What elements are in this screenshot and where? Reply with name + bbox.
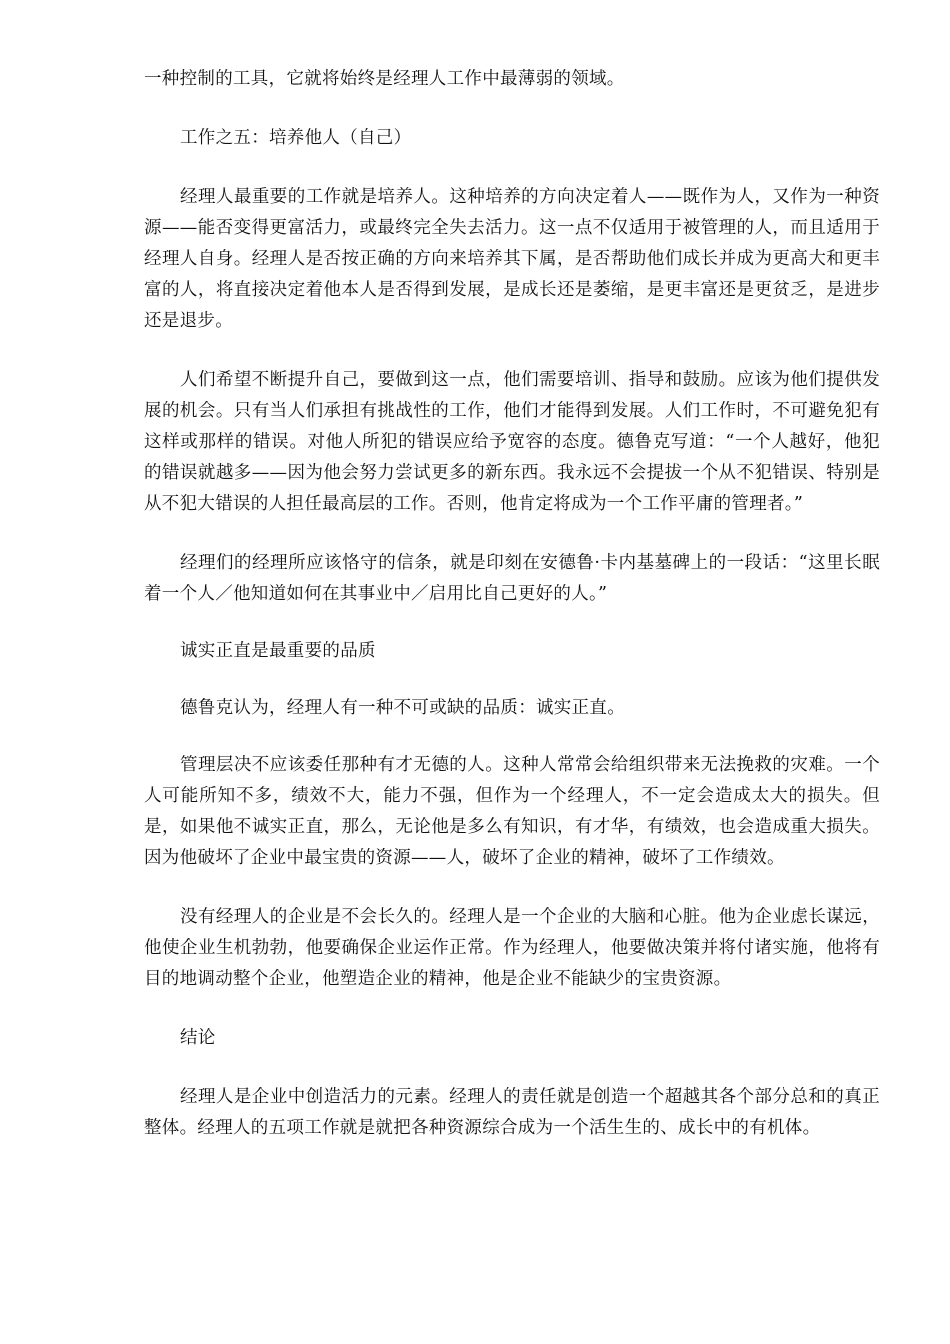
section-heading-conclusion: 结论 (180, 1028, 216, 1048)
paragraph-continuation: 一种控制的工具，它就将始终是经理人工作中最薄弱的领域。 (144, 69, 625, 89)
paragraph-management-appointment: 管理层决不应该委任那种有才无德的人。这种人常常会给组织带来无法挽救的灾难。一个人可能所知不多，绩效不大，能力不强，但作为一个经理人，不一定会造成太大的损失。但是，如果他不诚实正直，那么，无论他是多么有知识，有才华，有绩效，也会造成重大损失。因为他破坏了企业中最宝贵的资源——人，破坏了企业的精神，破坏了工作绩效。 (144, 755, 880, 868)
section-heading-work-five: 工作之五：培养他人（自己） (180, 128, 412, 148)
section-heading-integrity: 诚实正直是最重要的品质 (180, 641, 376, 661)
paragraph-self-improvement: 人们希望不断提升自己，要做到这一点，他们需要培训、指导和鼓励。应该为他们提供发展的机会。只有当人们承担有挑战性的工作，他们才能得到发展。人们工作时，不可避免犯有这样或那样的错误。对他人所犯的错误应给予宽容的态度。德鲁克写道：“一个人越好，他犯的错误就越多——因为他会努力尝试更多的新东西。我永远不会提拔一个从不犯错误、特别是从不犯大错误的人担任最高层的工作。否则，他肯定将成为一个工作平庸的管理者。” (144, 370, 880, 514)
paragraph-manager-importance: 没有经理人的企业是不会长久的。经理人是一个企业的大脑和心脏。他为企业虑长谋远，他使企业生机勃勃，他要确保企业运作正常。作为经理人，他要做决策并将付诸实施，他将有目的地调动整个企业，他塑造企业的精神，他是企业不能缺少的宝贵资源。 (144, 907, 880, 989)
paragraph-develop-people: 经理人最重要的工作就是培养人。这种培养的方向决定着人——既作为人，又作为一种资源——能否变得更富活力，或最终完全失去活力。这一点不仅适用于被管理的人，而且适用于经理人自身。经理人是否按正确的方向来培养其下属，是否帮助他们成长并成为更高大和更丰富的人，将直接决定着他本人是否得到发展，是成长还是萎缩，是更丰富还是更贫乏，是进步还是退步。 (144, 187, 880, 331)
paragraph-drucker-integrity: 德鲁克认为，经理人有一种不可或缺的品质：诚实正直。 (180, 698, 625, 718)
paragraph-carnegie-epitaph: 经理们的经理所应该恪守的信条，就是印刻在安德鲁·卡内基墓碑上的一段话：“这里长眠着一个人／他知道如何在其事业中／启用比自己更好的人。” (144, 553, 880, 604)
document-body (144, 64, 880, 1144)
paragraph-conclusion: 经理人是企业中创造活力的元素。经理人的责任就是创造一个超越其各个部分总和的真正整体。经理人的五项工作就是就把各种资源综合成为一个活生生的、成长中的有机体。 (144, 1087, 880, 1138)
